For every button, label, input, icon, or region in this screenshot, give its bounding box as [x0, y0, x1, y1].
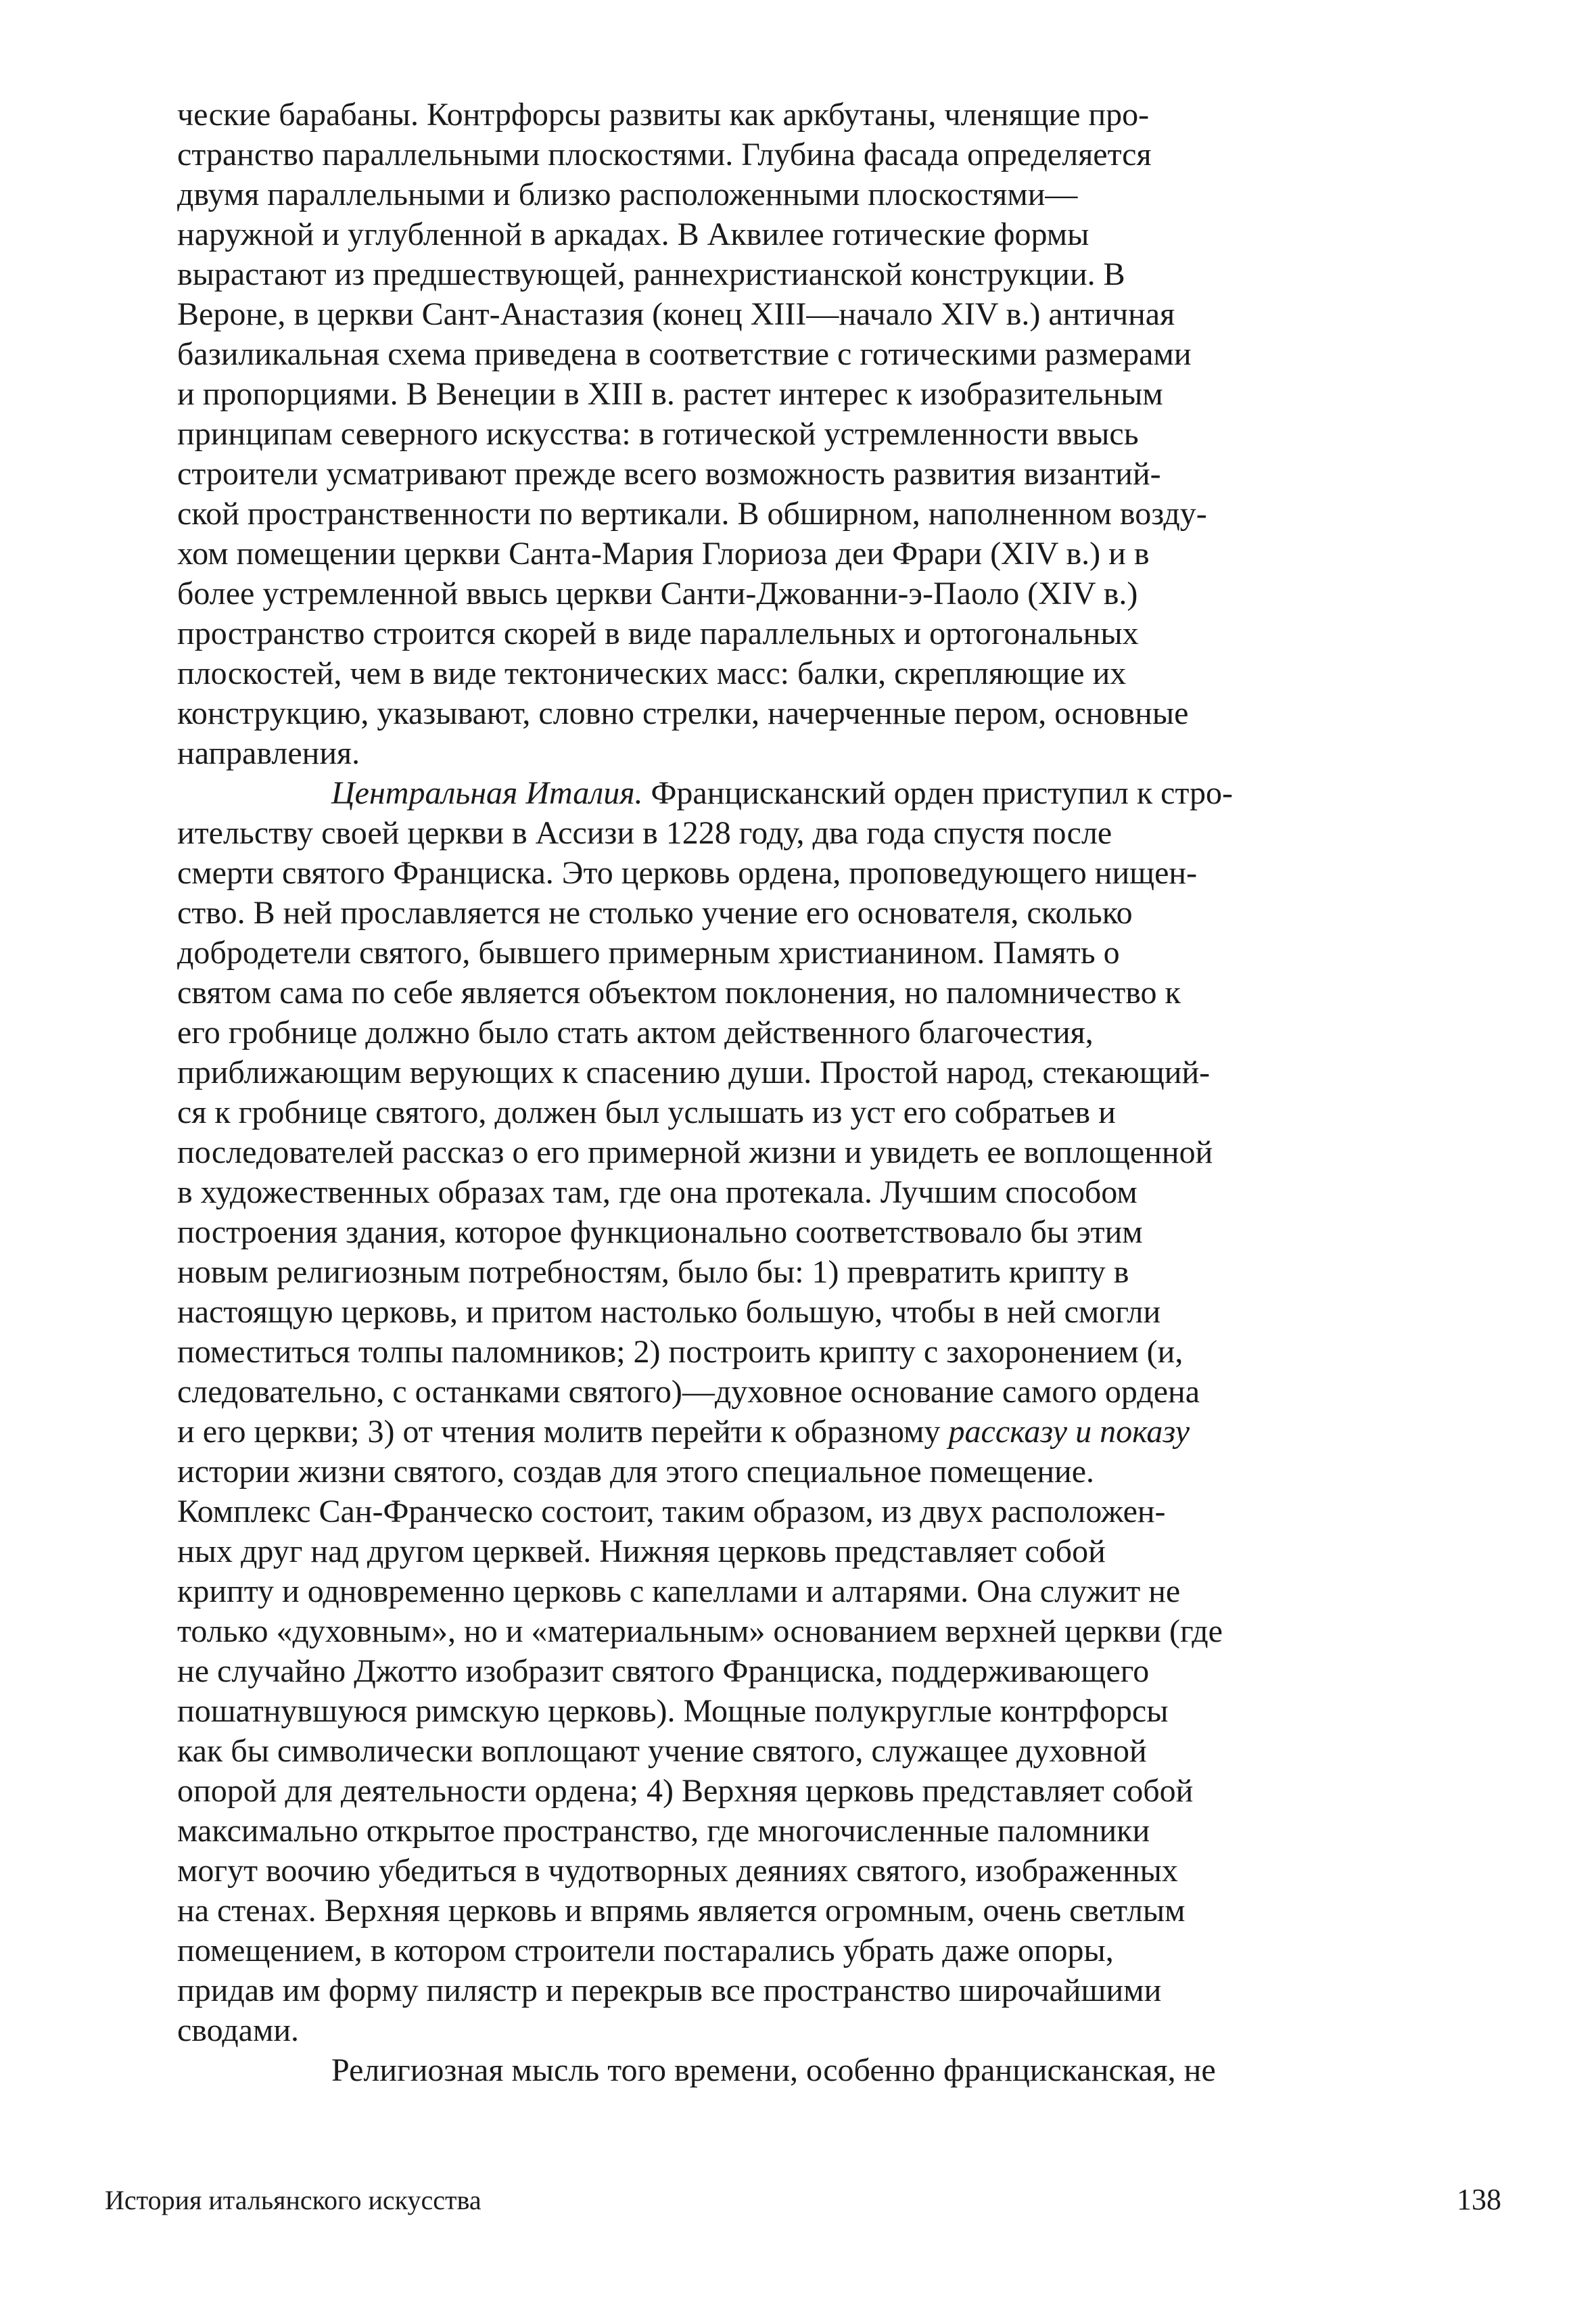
text-run: крипту и одновременно церковь с капеллами и алтарями. Она служит не [177, 1573, 1181, 1609]
text-run: вырастают из предшествующей, раннехристианской конструкции. В [177, 256, 1125, 292]
text-line [177, 853, 1482, 893]
text-run: направления. [177, 735, 360, 771]
text-run: хом помещении церкви Санта-Мария Глориоза деи Фрари (XIV в.) и в [177, 536, 1150, 572]
text-line [177, 653, 1482, 693]
text-run: Вероне, в церкви Сант-Анастазия (конец XIII—начало XIV в.) античная [177, 296, 1175, 332]
text-run: странство параллельными плоскостями. Глубина фасада определяется [177, 137, 1152, 172]
text-run: помещением, в котором строители постарались убрать даже опоры, [177, 1933, 1114, 1968]
text-run: ительству своей церкви в Ассизи в 1228 году, два года спустя после [177, 815, 1112, 851]
text-line [177, 1531, 1482, 1571]
text-line [177, 1771, 1482, 1811]
text-line [177, 574, 1482, 614]
text-line [177, 414, 1482, 454]
text-line [177, 1891, 1482, 1931]
text-line [177, 1611, 1482, 1651]
text-line [177, 454, 1482, 494]
text-run: придав им форму пилястр и перекрыв все пространство широчайшими [177, 1972, 1162, 2008]
text-run: строители усматривают прежде всего возможность развития византий- [177, 456, 1161, 492]
text-line [177, 733, 1482, 773]
text-run: Комплекс Сан-Франческо состоит, таким образом, из двух расположен- [177, 1494, 1166, 1529]
body-text [177, 95, 1482, 2090]
text-line [177, 893, 1482, 933]
text-line [177, 254, 1482, 294]
text-line [177, 1372, 1482, 1412]
text-line [177, 813, 1482, 853]
text-run: как бы символически воплощают учение святого, служащее духовной [177, 1733, 1147, 1769]
text-line [177, 175, 1482, 214]
text-run: ческие барабаны. Контрфорсы развиты как аркбутаны, членящие про- [177, 97, 1150, 133]
text-line [177, 1931, 1482, 1970]
text-run: двумя параллельными и близко расположенными плоскостями— [177, 177, 1078, 212]
text-run: истории жизни святого, создав для этого специальное помещение. [177, 1454, 1095, 1490]
text-run: последователей рассказ о его примерной жизни и увидеть ее воплощенной [177, 1134, 1213, 1170]
text-line [177, 1252, 1482, 1292]
text-run: Религиозная мысль того времени, особенно францисканская, не [331, 2052, 1216, 2088]
text-line [177, 334, 1482, 374]
text-run: поместиться толпы паломников; 2) построить крипту с захоронением (и, [177, 1334, 1183, 1370]
text-line [177, 1492, 1482, 1531]
text-line [177, 1452, 1482, 1492]
text-line [177, 1092, 1482, 1132]
text-run: базиликальная схема приведена в соответствие с готическими размерами [177, 336, 1192, 372]
text-run: в художественных образах там, где она протекала. Лучшим способом [177, 1174, 1137, 1210]
text-line [177, 1172, 1482, 1212]
text-run: могут воочию убедиться в чудотворных деяниях святого, изображенных [177, 1853, 1178, 1889]
text-line [177, 1332, 1482, 1372]
text-line [177, 494, 1482, 534]
text-line [177, 1651, 1482, 1691]
text-line [177, 1811, 1482, 1851]
text-run: Францисканский орден приступил к стро- [642, 775, 1233, 811]
text-line [177, 1132, 1482, 1172]
text-run: не случайно Джотто изобразит святого Франциска, поддерживающего [177, 1653, 1150, 1689]
text-run: принципам северного искусства: в готической устремленности ввысь [177, 416, 1139, 452]
text-run: более устремленной ввысь церкви Санти-Джованни-э-Паоло (XIV в.) [177, 576, 1138, 611]
text-run: смерти святого Франциска. Это церковь ордена, проповедующего нищен- [177, 855, 1198, 891]
text-line [177, 1851, 1482, 1891]
text-line [177, 773, 1482, 813]
text-run: добродетели святого, бывшего примерным христианином. Память о [177, 935, 1120, 971]
text-line [177, 534, 1482, 574]
text-run: на стенах. Верхняя церковь и впрямь является огромным, очень светлым [177, 1893, 1186, 1929]
text-line [177, 1691, 1482, 1731]
text-run: ных друг над другом церквей. Нижняя церковь представляет собой [177, 1533, 1106, 1569]
text-line [177, 693, 1482, 733]
text-run: ской пространственности по вертикали. В обширном, наполненном возду- [177, 496, 1207, 532]
text-run: его гробнице должно было стать актом действенного благочестия, [177, 1015, 1094, 1051]
text-line [177, 2010, 1482, 2050]
text-line [177, 973, 1482, 1013]
text-line [177, 294, 1482, 334]
text-run: только «духовным», но и «материальным» основанием верхней церкви (где [177, 1613, 1223, 1649]
text-line [177, 614, 1482, 653]
text-run: построения здания, которое функционально соответствовало бы этим [177, 1214, 1143, 1250]
text-run: новым религиозным потребностям, было бы: 1) превратить крипту в [177, 1254, 1129, 1290]
text-run: пространство строится скорей в виде параллельных и ортогональных [177, 616, 1139, 651]
text-run: наружной и углубленной в аркадах. В Аквилее готические формы [177, 216, 1089, 252]
text-line [177, 374, 1482, 414]
text-line [177, 1053, 1482, 1092]
text-run: и его церкви; 3) от чтения молитв перейти к образному [177, 1414, 949, 1450]
text-line [177, 1571, 1482, 1611]
text-line [177, 1970, 1482, 2010]
text-run: плоскостей, чем в виде тектонических масс: балки, скрепляющие их [177, 655, 1127, 691]
text-run: следовательно, с останками святого)—духовное основание самого ордена [177, 1374, 1200, 1410]
text-run: ство. В ней прославляется не столько учение его основателя, сколько [177, 895, 1133, 931]
text-run: опорой для деятельности ордена; 4) Верхняя церковь представляет собой [177, 1773, 1194, 1809]
italic-text: рассказу и показу [948, 1414, 1190, 1450]
text-line [177, 135, 1482, 175]
text-line [177, 1292, 1482, 1332]
text-line [177, 95, 1482, 135]
text-run: и пропорциями. В Венеции в XIII в. растет интерес к изобразительным [177, 376, 1163, 412]
text-line [177, 214, 1482, 254]
text-line [177, 1731, 1482, 1771]
page-number: 138 [1457, 2183, 1501, 2216]
text-run: ся к гробнице святого, должен был услышать из уст его собратьев и [177, 1094, 1116, 1130]
text-line [177, 1013, 1482, 1053]
text-line [177, 1212, 1482, 1252]
text-run: настоящую церковь, и притом настолько большую, чтобы в ней смогли [177, 1294, 1161, 1330]
text-line [177, 933, 1482, 973]
text-run: пошатнувшуюся римскую церковь). Мощные полукруглые контрфорсы [177, 1693, 1169, 1729]
italic-text: Центральная Италия. [331, 775, 643, 811]
text-line [177, 2050, 1482, 2090]
text-run: сводами. [177, 2012, 300, 2048]
text-run: максимально открытое пространство, где многочисленные паломники [177, 1813, 1150, 1849]
text-run: святом сама по себе является объектом поклонения, но паломничество к [177, 975, 1181, 1011]
running-footer-title: История итальянского искусства [105, 2185, 482, 2215]
text-run: конструкцию, указывают, словно стрелки, начерченные пером, основные [177, 695, 1189, 731]
text-run: приближающим верующих к спасению души. Простой народ, стекающий- [177, 1055, 1211, 1090]
text-line [177, 1412, 1482, 1452]
